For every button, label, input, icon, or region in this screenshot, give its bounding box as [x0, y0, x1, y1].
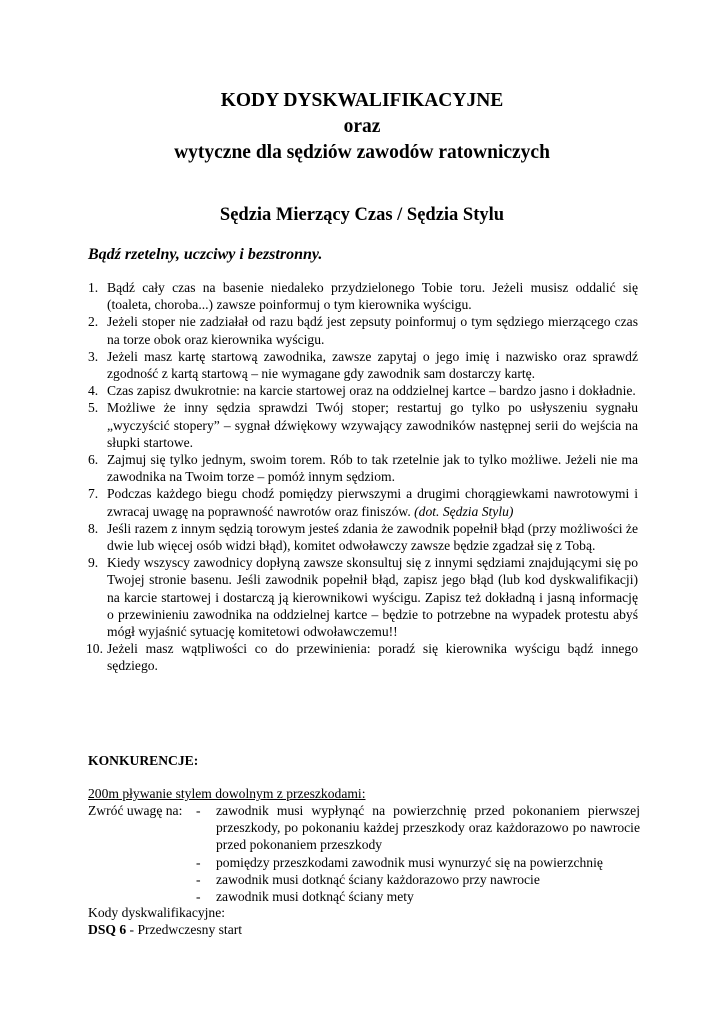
dash-bullet: -	[196, 889, 201, 904]
list-item	[88, 382, 638, 399]
list-item	[88, 313, 638, 347]
list-item-text-wrapper	[107, 485, 638, 519]
list-item-number: 10.	[86, 641, 103, 657]
list-item-text: Czas zapisz dwukrotnie: na karcie startowej oraz na oddzielnej kartce – bardzo jasno i dokładnie.	[107, 383, 636, 399]
list-item	[88, 399, 638, 451]
attention-item	[196, 888, 640, 905]
list-item-text: Jeżeli masz kartę startową zawodnika, zawsze zapytaj o jego imię i nazwisko oraz sprawdź zgodność z kartą startową – nie wymagane gdy zawodnik sam dostarczy kartę.	[107, 348, 638, 382]
list-item-text: Bądź cały czas na basenie niedaleko przydzielonego Tobie toru. Jeżeli musisz oddalić się (toaleta, choroba...) zawsze poinformuj o tym kierownika wyścigu.	[107, 280, 638, 313]
list-item-text: Jeżeli masz wątpliwości co do przewinienia: poradź się kierownika wyścigu bądź innego sędziego.	[107, 641, 638, 674]
event-title: 200m pływanie stylem dowolnym z przeszkodami:	[88, 786, 366, 801]
attention-label: Zwróć uwagę na:	[88, 803, 183, 818]
list-item-number: 4.	[88, 383, 99, 399]
dq-description: Przedwczesny start	[137, 922, 243, 937]
section-subtitle: Sędzia Mierzący Czas / Sędzia Stylu	[219, 205, 505, 225]
list-item	[88, 520, 638, 554]
dash-bullet: -	[196, 871, 201, 887]
attention-item-text: zawodnik musi wypłynąć na powierzchnię przed pokonaniem pierwszej przeszkody, po pokonaniu każdej przeszkody oraz każdorazowo po nawrocie przed pokonaniem przeszkody	[216, 803, 640, 853]
motto: Bądź rzetelny, uczciwy i bezstronny.	[88, 246, 323, 263]
list-item-number: 3.	[88, 348, 99, 364]
list-item-text: Możliwe że inny sędzia sprawdzi Twój stoper; restartuj go tylko po usłyszeniu sygnału „wyczyścić stopery” – sygnał dźwiękowy wzywający zawodników następnej serii do wejścia na słupki startowe.	[107, 400, 638, 450]
dash-bullet: -	[196, 854, 201, 870]
dq-code: DSQ 6	[88, 922, 127, 937]
list-item-number: 1.	[88, 280, 99, 295]
list-item	[88, 451, 638, 485]
dq-separator: -	[126, 922, 138, 937]
attention-item-text: zawodnik musi dotknąć ściany mety	[216, 889, 414, 904]
title-line-1: KODY DYSKWALIFIKACYJNE	[220, 90, 504, 111]
list-item-text: Jeżeli stoper nie zadziałał od razu bądź jest zepsuty poinformuj o tym sędziego mierzącego czas na torze obok oraz kierownika wyścigu.	[107, 314, 638, 347]
section-heading: KONKURENCJE:	[88, 753, 199, 768]
document-title	[0, 88, 724, 166]
dq-code-line	[88, 921, 242, 938]
rules-list	[88, 279, 638, 675]
attention-item	[196, 854, 640, 871]
attention-item	[196, 871, 640, 888]
list-item	[88, 640, 638, 674]
title-line-2: oraz	[343, 116, 381, 137]
list-item	[88, 485, 638, 519]
attention-item-text: pomiędzy przeszkodami zawodnik musi wynurzyć się na powierzchnię	[216, 854, 603, 870]
list-item-number: 8.	[88, 520, 99, 536]
attention-item-text: zawodnik musi dotknąć ściany każdorazowo przy nawrocie	[216, 871, 540, 887]
list-item-number: 2.	[88, 314, 99, 330]
list-item-number: 9.	[88, 555, 99, 571]
list-item-note: (dot. Sędzia Stylu)	[414, 503, 514, 519]
list-item-number: 6.	[88, 452, 99, 468]
list-item	[88, 554, 638, 640]
list-item-text: Podczas każdego biegu chodź pomiędzy pierwszymi a drugimi chorągiewkami nawrotowymi i zwracaj uwagę na poprawność nawrotów oraz finiszów.	[107, 486, 638, 519]
list-item-text: Kiedy wszyscy zawodnicy dopłyną zawsze skonsultuj się z innymi sędziami znajdującymi się po Twojej stronie basenu. Jeśli zawodnik popełnił błąd, zapisz jego błąd (lub kod dyskwalifikacji) na karcie startowej i dostarczą ją kierownikowi wyścigu. Zapisz też dokładną i jasną informację o przewinieniu zawodnika na oddzielnej kartce – będzie to potrzebne na wypadek protestu abyś mógł wyjaśnić sytuację komitetowi odwoławczemu!!	[107, 555, 638, 640]
title-line-3: wytyczne dla sędziów zawodów ratowniczych	[174, 142, 550, 163]
list-item	[88, 279, 638, 313]
list-item-number: 5.	[88, 400, 99, 416]
list-item-number: 7.	[88, 486, 99, 502]
dq-codes-label: Kody dyskwalifikacyjne:	[88, 905, 226, 920]
list-item-text: Zajmuj się tylko jednym, swoim torem. Rób to tak rzetelnie jak to tylko możliwe. Jeżeli nie ma zawodnika na Twoim torze – pomóż innym sędziom.	[107, 452, 638, 485]
dash-bullet: -	[196, 803, 201, 818]
attention-item	[196, 802, 640, 854]
list-item	[88, 348, 638, 382]
list-item-text: Jeśli razem z innym sędzią torowym jesteś zdania że zawodnik popełnił błąd (przy możliwości że dwie lub więcej osób widzi błąd), komitet odwoławczy zawsze będzie zgadzał się z Tobą.	[107, 520, 638, 554]
